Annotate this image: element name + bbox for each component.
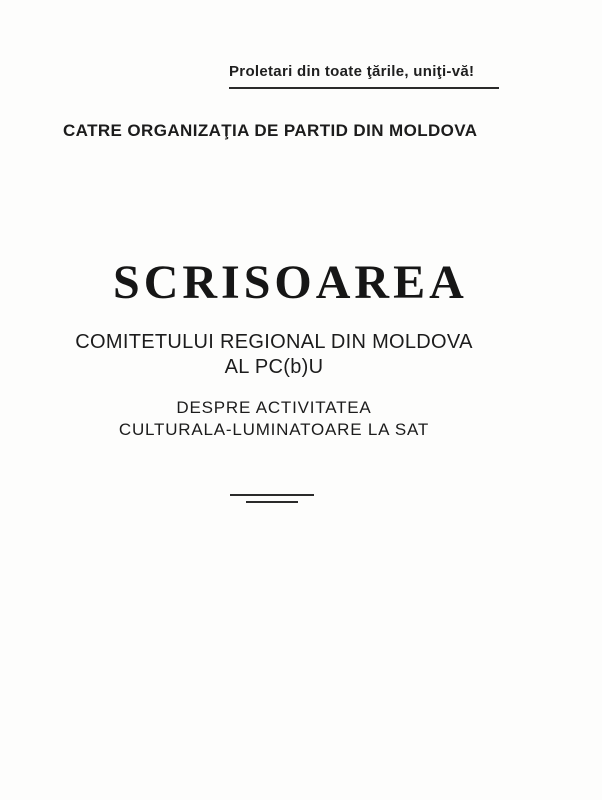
page-title: SCRISOAREA [113, 256, 468, 309]
motto: Proletari din toate ţările, uniţi-vă! [229, 63, 475, 80]
topic-line-1: DESPRE ACTIVITATEA [176, 398, 372, 417]
motto-underline [229, 87, 499, 89]
divider-rule-short [246, 501, 298, 503]
topic-line-2: CULTURALA-LUMINATOARE LA SAT [118, 420, 430, 439]
address-line: CATRE ORGANIZAŢIA DE PARTID DIN MOLDOVA [63, 121, 478, 140]
subtitle-line-2: AL PC(b)U [224, 356, 324, 378]
divider-rule-long [230, 494, 314, 496]
subtitle-line-1: COMITETULUI REGIONAL DIN MOLDOVA [75, 331, 473, 353]
